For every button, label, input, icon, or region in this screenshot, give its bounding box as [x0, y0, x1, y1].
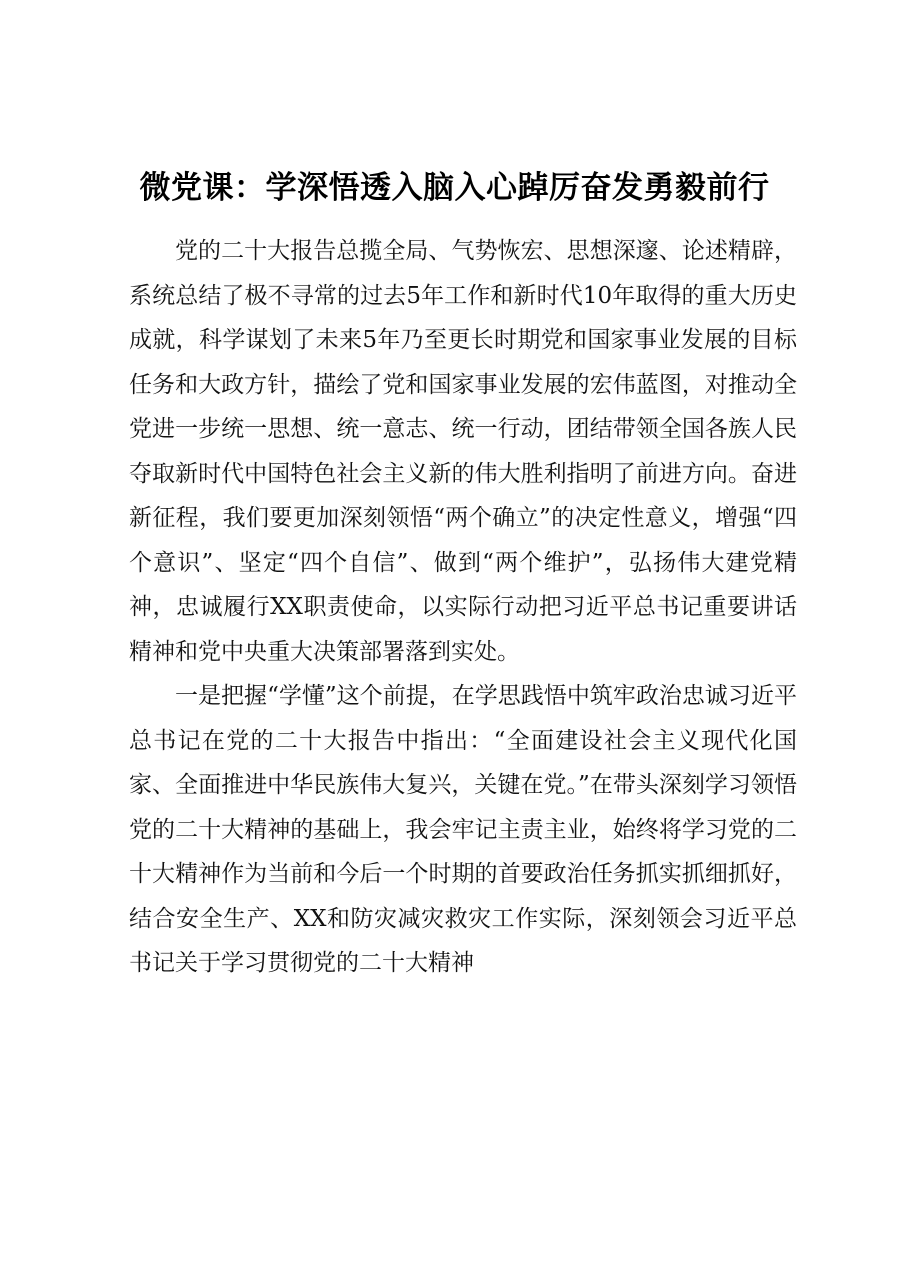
paragraph-intro: 党的二十大报告总揽全局、气势恢宏、思想深邃、论述精辟，系统总结了极不寻常的过去5年工作和新时代10年取得的重大历史成就，科学谋划了未来5年乃至更长时期党和国家事业发展的目标任务和大政方针，描绘了党和国家事业发展的宏伟蓝图，对推动全党进一步统一思想、统一意志、统一行动，团结带领全国各族人民夺取新时代中国特色社会主义新的伟大胜利指明了前进方向。奋进新征程，我们要更加深刻领悟“两个确立”的决定性意义，增强“四个意识”、坚定“四个自信”、做到“两个维护”，弘扬伟大建党精神，忠诚履行XX职责使命，以实际行动把习近平总书记重要讲话精神和党中央重大决策部署落到实处。 — [129, 238, 797, 665]
document-body — [129, 229, 797, 986]
paragraph-point-one: 一是把握“学懂”这个前提，在学思践悟中筑牢政治忠诚习近平总书记在党的二十大报告中指出：“全面建设社会主义现代化国家、全面推进中华民族伟大复兴，关键在党。”在带头深刻学习领悟党的二十大精神的基础上，我会牢记主责主业，始终将学习党的二十大精神作为当前和今后一个时期的首要政治任务抓实抓细抓好，结合安全生产、XX和防灾减灾救灾工作实际，深刻领会习近平总书记关于学习贯彻党的二十大精神 — [129, 683, 797, 976]
document-title: 微党课：学深悟透入脑入心踔厉奋发勇毅前行 — [139, 170, 770, 206]
